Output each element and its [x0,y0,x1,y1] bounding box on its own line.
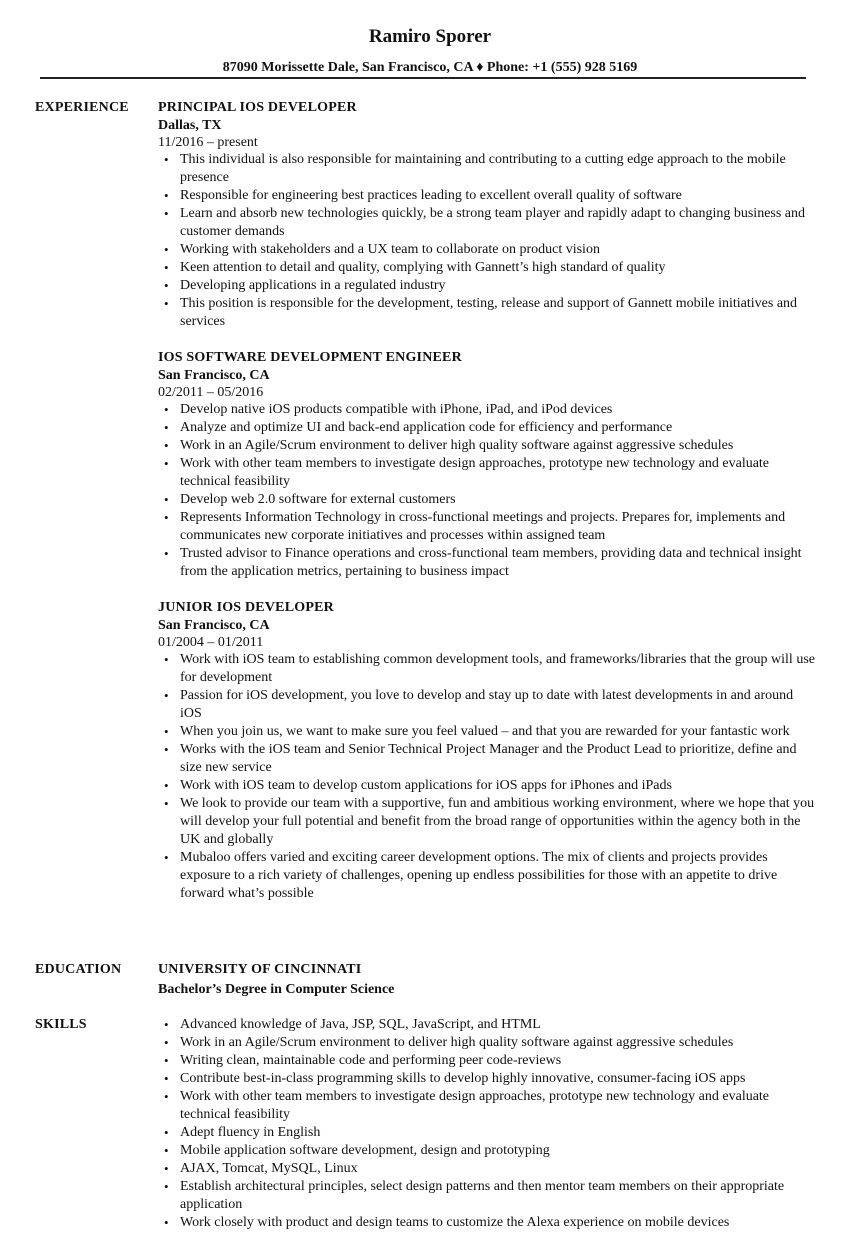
skill-item: • Adept fluency in English [158,1124,818,1142]
bullet-item: • We look to provide our team with a supportive, fun and ambitious working environment, where we hope that you will develop your full potential and benefit from the broad range of opportunities within the agency both in the UK and globally [158,795,818,849]
contact-line: 87090 Morissette Dale, San Francisco, CA ♦ Phone: +1 (555) 928 5169 [222,60,638,75]
job-location: San Francisco, CA [158,618,270,633]
skill-item: • Writing clean, maintainable code and performing peer code-reviews [158,1052,818,1070]
job-bullets [158,651,818,903]
job-dates: 02/2011 – 05/2016 [158,385,264,400]
job-dates: 01/2004 – 01/2011 [158,635,264,650]
job-entry [158,99,818,331]
bullet-item: • Works with the iOS team and Senior Technical Project Manager and the Product Lead to prioritize, define and size new service [158,741,818,777]
job-location: San Francisco, CA [158,368,270,383]
degree-name: Bachelor’s Degree in Computer Science [158,982,395,997]
job-entry [158,349,818,581]
bullet-item: • Work with iOS team to develop custom applications for iOS apps for iPhones and iPads [158,777,818,795]
bullet-item: • Responsible for engineering best practices leading to excellent overall quality of software [158,187,818,205]
bullet-item: • This individual is also responsible for maintaining and contributing to a cutting edge approach to the mobile presence [158,151,818,187]
job-title: IOS SOFTWARE DEVELOPMENT ENGINEER [158,350,462,365]
skills-body [158,1016,818,1232]
experience-body [158,99,818,921]
bullet-item: • Work with iOS team to establishing common development tools, and frameworks/libraries that the group will use for development [158,651,818,687]
bullet-item: • Develop native iOS products compatible with iPhone, iPad, and iPod devices [158,401,818,419]
bullet-item: • Passion for iOS development, you love to develop and stay up to date with latest developments in and around iOS [158,687,818,723]
skills-list [158,1016,818,1232]
job-bullets [158,151,818,331]
header-divider [40,77,806,79]
bullet-item: • Develop web 2.0 software for external customers [158,491,818,509]
bullet-item: • Working with stakeholders and a UX team to collaborate on product vision [158,241,818,259]
bullet-item: • Trusted advisor to Finance operations and cross-functional team members, providing data and technical insight from the application metrics, pertaining to business impact [158,545,818,581]
job-location: Dallas, TX [158,118,222,133]
skill-item: • Work closely with product and design teams to customize the Alexa experience on mobile devices [158,1214,818,1232]
education-body [158,961,818,999]
bullet-item: • Work with other team members to investigate design approaches, prototype new technology and evaluate technical feasibility [158,455,818,491]
skill-item: • Work with other team members to investigate design approaches, prototype new technology and evaluate technical feasibility [158,1088,818,1124]
skill-item: • Mobile application software development, design and prototyping [158,1142,818,1160]
section-heading-experience: EXPERIENCE [35,100,129,115]
job-title: PRINCIPAL IOS DEVELOPER [158,100,357,115]
school-name: UNIVERSITY OF CINCINNATI [158,962,362,977]
bullet-item: • Learn and absorb new technologies quickly, be a strong team player and rapidly adapt to changing business and customer demands [158,205,818,241]
bullet-item: • Developing applications in a regulated industry [158,277,818,295]
bullet-item: • Represents Information Technology in cross-functional meetings and projects. Prepares for, implements and communicates new corporate initiatives and processes within assigned team [158,509,818,545]
job-dates: 11/2016 – present [158,135,258,150]
bullet-item: • Analyze and optimize UI and back-end application code for efficiency and performance [158,419,818,437]
skill-item: • Contribute best-in-class programming skills to develop highly innovative, consumer-facing iOS apps [158,1070,818,1088]
skill-item: • Work in an Agile/Scrum environment to deliver high quality software against aggressive schedules [158,1034,818,1052]
job-entry [158,599,818,903]
bullet-item: • Keen attention to detail and quality, complying with Gannett’s high standard of quality [158,259,818,277]
bullet-item: • Mubaloo offers varied and exciting career development options. The mix of clients and projects provides exposure to a rich variety of challenges, opening up endless possibilities for those with an appetite to drive forward what’s possible [158,849,818,903]
skill-item: • Establish architectural principles, select design patterns and then mentor team members on their appropriate application [158,1178,818,1214]
skill-item: • Advanced knowledge of Java, JSP, SQL, JavaScript, and HTML [158,1016,818,1034]
section-heading-education: EDUCATION [35,962,122,977]
skill-item: • AJAX, Tomcat, MySQL, Linux [158,1160,818,1178]
section-heading-skills: SKILLS [35,1017,87,1032]
bullet-item: • This position is responsible for the development, testing, release and support of Gannett mobile initiatives and services [158,295,818,331]
job-bullets [158,401,818,581]
job-title: JUNIOR IOS DEVELOPER [158,600,334,615]
bullet-item: • When you join us, we want to make sure you feel valued – and that you are rewarded for your fantastic work [158,723,818,741]
candidate-name: Ramiro Sporer [368,26,492,47]
bullet-item: • Work in an Agile/Scrum environment to deliver high quality software against aggressive schedules [158,437,818,455]
